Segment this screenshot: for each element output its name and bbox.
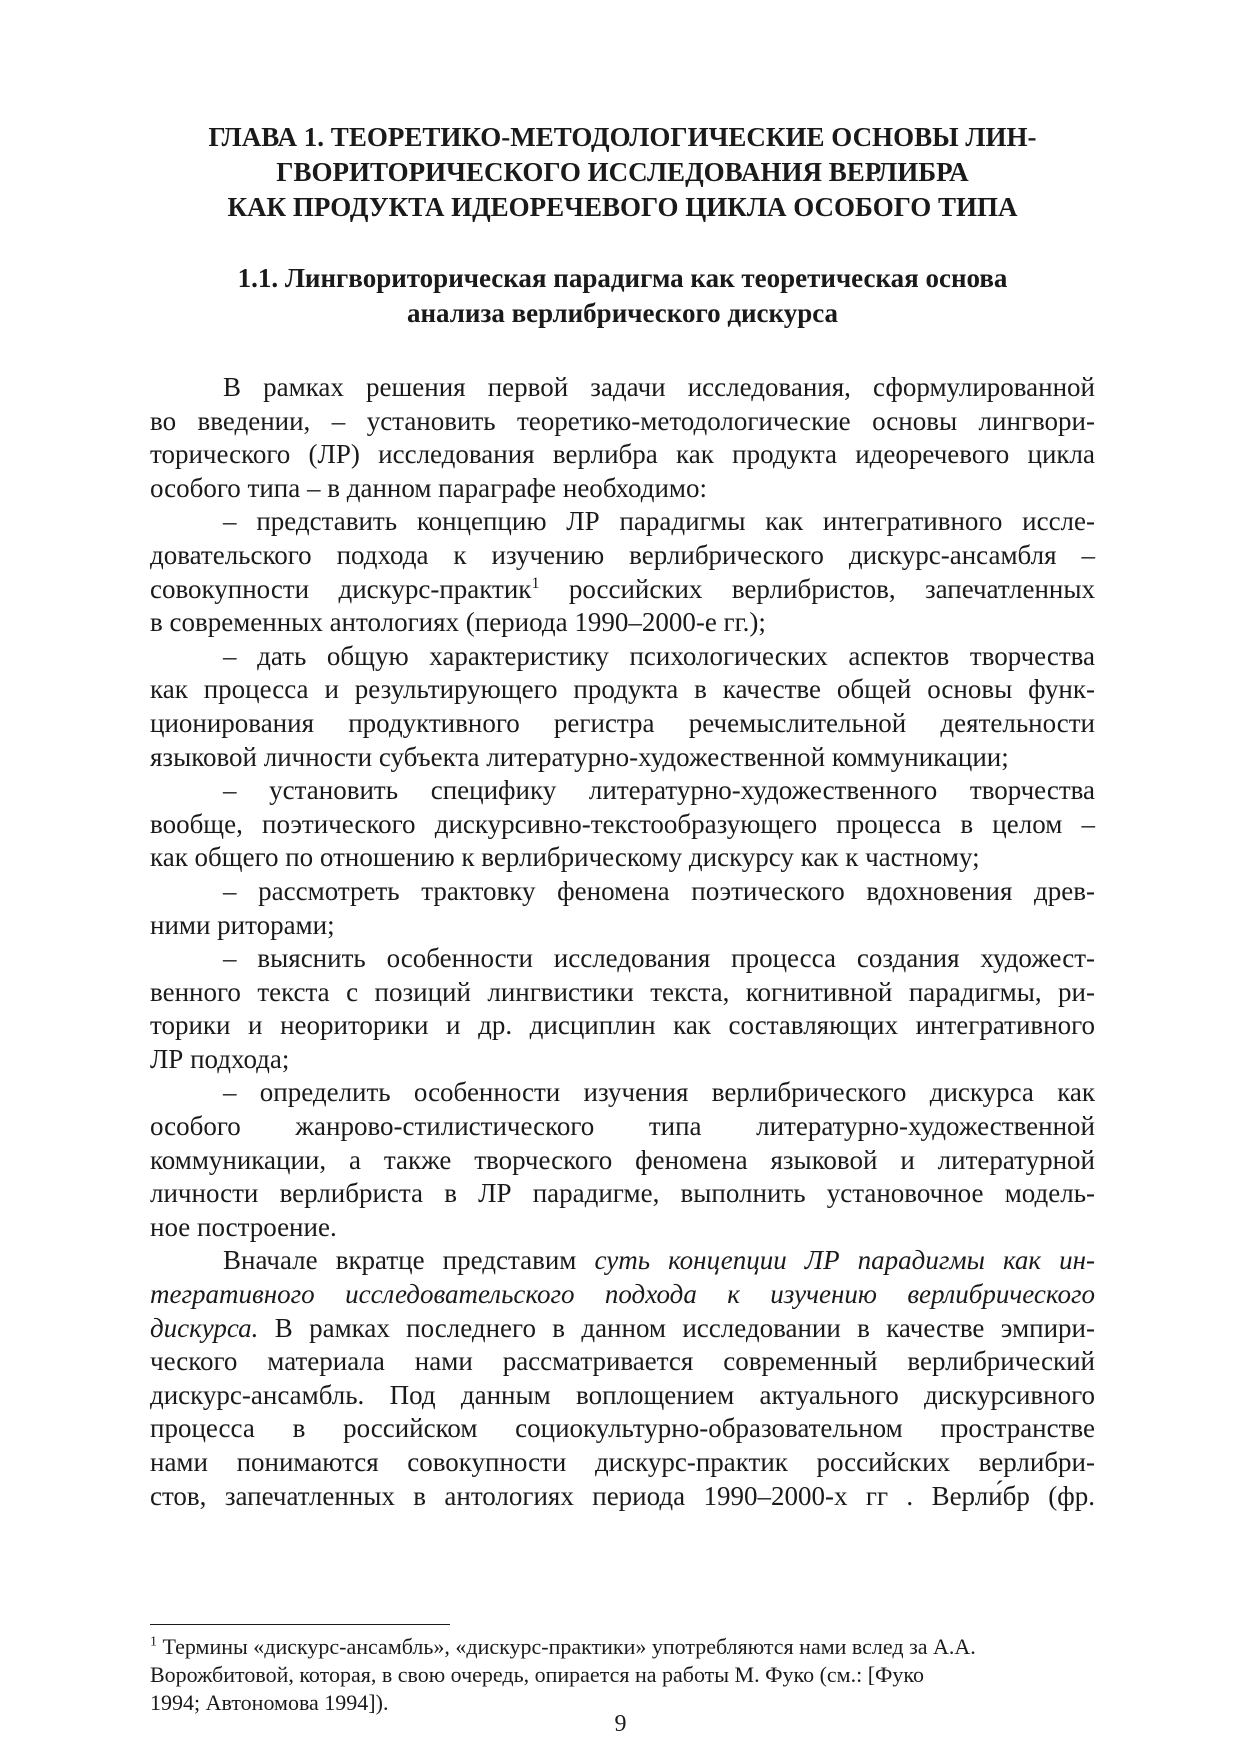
text-line: ное построение. (150, 1211, 337, 1242)
text-line: торики и неориторики и др. дисциплин как составляющих интегративного (150, 1010, 1095, 1041)
text-line: дискурс-ансамбль. Под данным воплощением актуального дискурсивного (150, 1379, 1095, 1410)
text-line: венного текста с позиций лингвистики текста, когнитивной парадигмы, ри- (150, 976, 1095, 1007)
text-line: коммуникации, а также творческого феномена языковой и литературной (150, 1144, 1095, 1175)
text-segment: Термины «дискурс-ансамбль», «дискурс-практики» употребляются нами вслед за А.А. (157, 1634, 976, 1659)
text-line: довательского подхода к изучению верлибрического дискурс-ансамбля – (150, 539, 1095, 570)
text-segment: Вначале вкратце представим (223, 1245, 595, 1276)
text-line: нами понимаются совокупности дискурс-практик российских верлибри- (150, 1447, 1095, 1477)
page-number: 9 (614, 1711, 627, 1737)
text-line: торического (ЛР) исследования верлибра как продукта идеоречевого цикла (150, 439, 1095, 470)
text-line: стов, запечатленных в антологиях периода 1990–2000-х гг . Верли́бр (фр. (150, 1480, 1095, 1511)
footnote-marker: 1 (150, 1634, 157, 1650)
text-line-with-footnote-ref (150, 573, 1095, 607)
text-line: вообще, поэтического дискурсивно-текстообразующего процесса в целом – (150, 808, 1095, 839)
text-segment: российских верлибристов, запечатленных (539, 573, 1096, 604)
italic-segment: тегративного исследовательского подхода к изучению верлибрического (150, 1279, 1095, 1310)
footnote-line: Ворожбитовой, которая, в свою очередь, опирается на работы М. Фуко (см.: [Фуко (150, 1662, 924, 1687)
footnote-ref[interactable]: 1 (531, 574, 540, 592)
text-line: – выяснить особенности исследования процесса создания художест- (223, 943, 1095, 974)
text-segment: совокупности дискурс-практик (150, 573, 532, 604)
text-line: личности верлибриста в ЛР парадигме, выполнить установочное модель- (150, 1178, 1095, 1209)
chapter-title-line: КАК ПРОДУКТА ИДЕОРЕЧЕВОГО ЦИКЛА ОСОБОГО ТИПА (227, 192, 1018, 222)
italic-segment: дискурса. (150, 1312, 259, 1343)
text-line: ЛР подхода; (150, 1043, 290, 1074)
text-line: ционирования продуктивного регистра речемыслительной деятельности (150, 707, 1095, 738)
text-line: особого типа – в данном параграфе необходимо: (150, 472, 707, 503)
footnote-line: 1994; Автономова 1994]). (150, 1690, 389, 1715)
text-segment: В рамках последнего в данном исследовании в качестве эмпири- (258, 1312, 1095, 1343)
section-title-line: 1.1. Лингвориторическая парадигма как теоретическая основа (237, 263, 1008, 293)
text-line: языковой личности субъекта литературно-художественной коммуникации; (150, 741, 1009, 772)
section-title (150, 261, 1095, 331)
footnote (150, 1633, 1095, 1717)
footnote-line (150, 1633, 1095, 1661)
text-line: ческого материала нами рассматривается современный верлибрический (150, 1346, 1095, 1377)
text-line: – определить особенности изучения верлибрического дискурса как (223, 1077, 1095, 1108)
text-line: во введении, – установить теоретико-методологические основы лингвори- (150, 405, 1095, 436)
text-line: – дать общую характеристику психологических аспектов творчества (223, 640, 1095, 671)
footnote-divider (150, 1624, 450, 1625)
text-line-mixed (150, 1312, 1095, 1346)
text-line: В рамках решения первой задачи исследования, сформулированной (223, 372, 1095, 402)
text-line: – рассмотреть трактовку феномена поэтического вдохновения древ- (223, 875, 1095, 906)
text-line: ними риторами; (150, 909, 335, 940)
text-line: – представить концепцию ЛР парадигмы как интегративного иссле- (223, 506, 1095, 537)
page-content (150, 120, 1095, 1513)
section-title-line: анализа верлибрического дискурса (406, 298, 839, 328)
body-text (150, 371, 1095, 1513)
text-line: процесса в российском социокультурно-образовательном пространстве (150, 1413, 1095, 1444)
text-line: в современных антологиях (периода 1990–2000-е гг.); (150, 607, 766, 638)
text-line: как общего по отношению к верлибрическому дискурсу как к частному; (150, 842, 980, 873)
text-line: – установить специфику литературно-художественного творчества (223, 775, 1095, 806)
text-line-mixed (150, 1244, 1095, 1278)
chapter-title (150, 120, 1095, 225)
italic-segment: суть концепции ЛР парадигмы как ин- (594, 1245, 1095, 1276)
text-line-italic (150, 1278, 1095, 1312)
chapter-title-line: ГЛАВА 1. ТЕОРЕТИКО-МЕТОДОЛОГИЧЕСКИЕ ОСНОВЫ ЛИН- (208, 122, 1037, 152)
text-line: как процесса и результирующего продукта в качестве общей основы функ- (150, 674, 1095, 705)
chapter-title-line: ГВОРИТОРИЧЕСКОГО ИССЛЕДОВАНИЯ ВЕРЛИБРА (276, 157, 969, 187)
text-line: особого жанрово-стилистического типа литературно-художественной (150, 1111, 1095, 1142)
